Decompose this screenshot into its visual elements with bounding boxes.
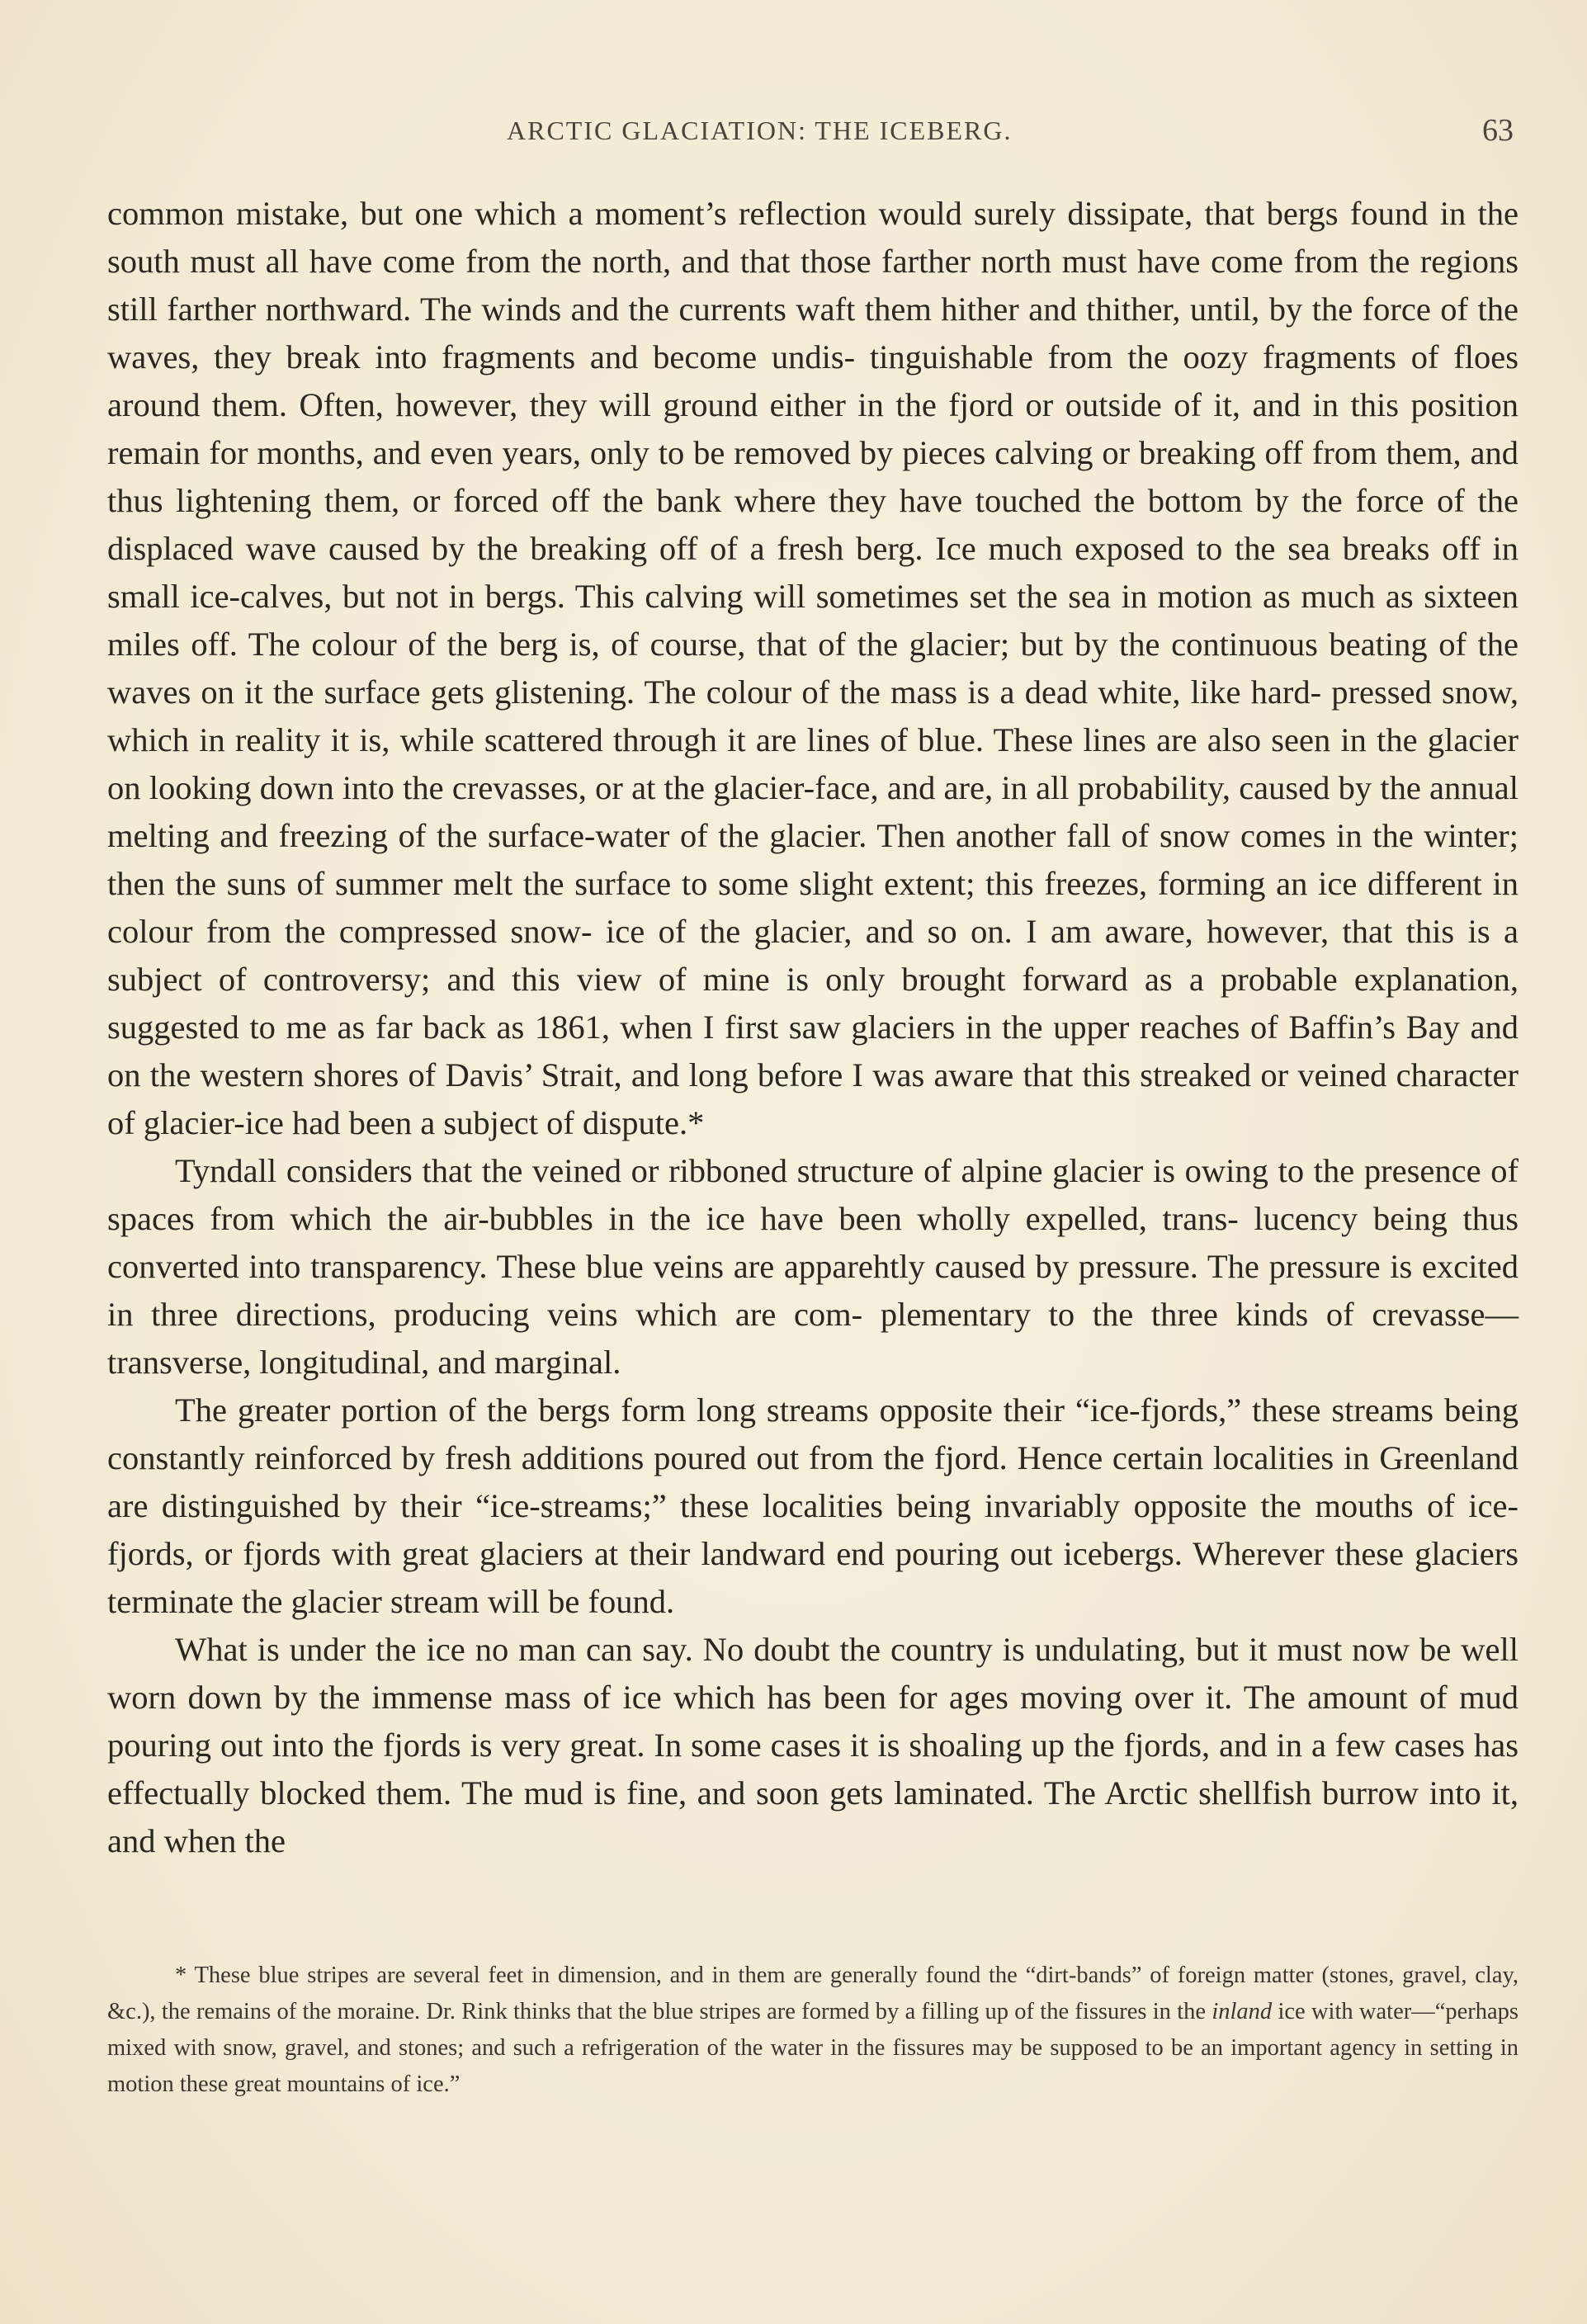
footnote-paragraph [107,1958,1519,2103]
running-head [0,113,1587,149]
running-title: ARCTIC GLACIATION: THE ICEBERG. [507,116,1013,145]
footnote-italic-word: inland [1212,1999,1273,2024]
paragraph-3: The greater portion of the bergs form long streams opposite their “ice-fjords,” these streams being constantly reinforced by fresh additions poured out from the fjord. Hence certain localities in Greenland are distinguished by their “ice-streams;” these localities being invariably opposite the mouths of ice-fjords, or fjords with great glaciers at their landward end pouring out icebergs. Wherever these glaciers terminate the glacier stream will be found. [107,1391,1519,1620]
page-number: 63 [1482,113,1514,148]
paragraph-1: common mistake, but one which a moment’s reflection would surely dissipate, that bergs found in the south must all have come from the north, and that those farther north must have come from the regions still farther northward. The winds and the currents waft them hither and thither, until, by the force of the waves, they break into fragments and become undis- tinguishable from the oozy fragments of floes around them. Often, however, they will ground either in the fjord or outside of it, and in this position remain for months, and even years, only to be removed by pieces calving or breaking off from them, and thus lightening them, or forced off the bank where they have touched the bottom by the force of the displaced wave caused by the breaking off of a fresh berg. Ice much exposed to the sea breaks off in small ice-calves, but not in bergs. This calving will sometimes set the sea in motion as much as sixteen miles off. The colour of the berg is, of course, that of the glacier; but by the continuous beating of the waves on it the surface gets glistening. The colour of the mass is a dead white, like hard- pressed snow, which in reality it is, while scattered through it are lines of blue. These lines are also seen in the glacier on looking down into the crevasses, or at the glacier-face, and are, in all probability, caused by the annual melting and freezing of the surface-water of the glacier. Then another fall of snow comes in the winter; then the suns of summer melt the surface to some slight extent; this freezes, forming an ice different in colour from the compressed snow- ice of the glacier, and so on. I am aware, however, that this is a subject of controversy; and this view of mine is only brought forward as a probable explanation, suggested to me as far back as 1861, when I first saw glaciers in the upper reaches of Baffin’s Bay and on the western shores of Davis’ Strait, and long before I was aware that this streaked or veined character of glacier-ice had been a subject of dispute.* [107,195,1519,1141]
footnote [107,1958,1519,2103]
paragraph-2: Tyndall considers that the veined or ribboned structure of alpine glacier is owing to the presence of spaces from which the air-bubbles in the ice have been wholly expelled, trans- lucency being thus converted into transparency. These blue veins are apparehtly caused by pressure. The pressure is excited in three directions, producing veins which are com- plementary to the three kinds of crevasse—transverse, longitudinal, and marginal. [107,1152,1519,1381]
footnote-text-start: * These blue stripes are several feet in dimension, and in them are generally found the “dirt-bands” of foreign matter (stones, gravel, clay, &c.), the remains of the moraine. Dr. Rink thinks that the blue stripes are formed by a filling up of the fissures in the [107,1963,1519,2024]
footnote-text-end: ice with water—“perhaps mixed with snow, gravel, and stones; and such a refrigeration of the water in the fissures may be supposed to be an important agency in setting in motion these great mountains of ice.” [107,1999,1519,2097]
body-text [107,190,1519,1865]
paragraph-4: What is under the ice no man can say. No doubt the country is undulating, but it must now be well worn down by the immense mass of ice which has been for ages moving over it. The amount of mud pouring out into the fjords is very great. In some cases it is shoaling up the fjords, and in a few cases has effectually blocked them. The mud is fine, and soon gets laminated. The Arctic shellfish burrow into it, and when the [107,1631,1519,1859]
